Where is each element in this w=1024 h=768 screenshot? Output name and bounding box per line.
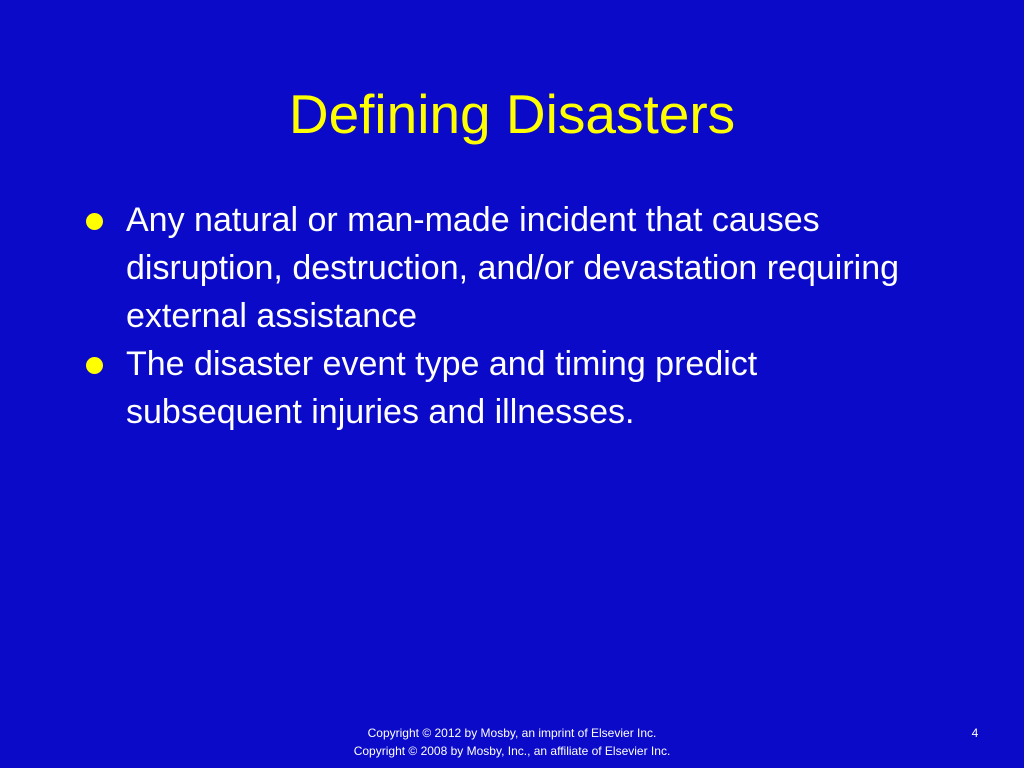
bullet-text: Any natural or man-made incident that causes disruption, destruction, and/or devastation requiring external assistance <box>126 201 900 335</box>
slide-title: Defining Disasters <box>288 83 736 145</box>
page-number: 4 <box>971 726 979 740</box>
bullet-list <box>86 196 906 436</box>
bullet-text: The disaster event type and timing predict subsequent injuries and illnesses. <box>126 345 758 431</box>
copyright-line-2: Copyright © 2008 by Mosby, Inc., an affiliate of Elsevier Inc. <box>353 744 671 758</box>
bullet-item <box>86 340 906 436</box>
copyright-footer <box>0 724 1024 760</box>
bullet-item <box>86 196 906 340</box>
bullet-dot-icon <box>86 213 103 230</box>
bullet-dot-icon <box>86 357 103 374</box>
copyright-line-1: Copyright © 2012 by Mosby, an imprint of Elsevier Inc. <box>367 726 657 740</box>
